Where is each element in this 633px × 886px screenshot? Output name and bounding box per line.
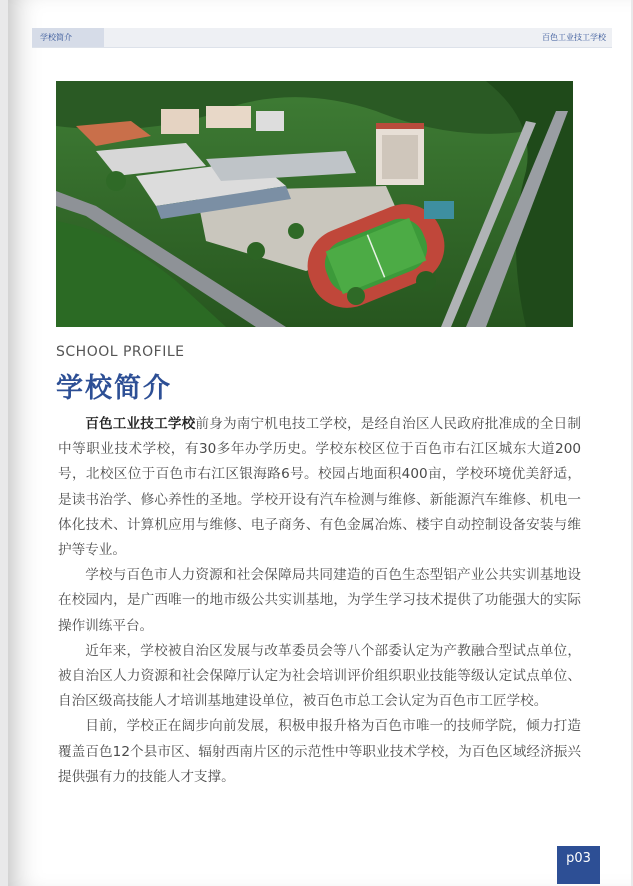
page-number: p03	[557, 846, 600, 884]
profile-body	[58, 412, 581, 790]
paragraph-text: 目前，学校正在阔步向前发展，积极申报升格为百色市唯一的技师学院，倾力打造覆盖百色12个县市区、辐射西南片区的示范性中等职业技术学校，为百色区域经济振兴提供强有力的技能人才支撑。	[58, 718, 581, 785]
paragraph-text: 前身为南宁机电技工学校，是经自治区人民政府批准成的全日制中等职业技术学校，有30多年办学历史。学校东校区位于百色市右江区城东大道200号，北校区位于百色市右江区银海路6号。校园占地面积400亩，学校环境优美舒适，是读书治学、修心养性的圣地。学校开设有汽车检测与维修、新能源汽车维修、机电一体化技术、计算机应用与维修、电子商务、有色金属冶炼、楼宇自动控制设备安装与维护等专业。	[58, 416, 582, 559]
running-header	[32, 28, 612, 48]
paragraph	[58, 714, 581, 790]
header-school-name: 百色工业技工学校	[542, 33, 606, 42]
paragraph-text: 学校与百色市人力资源和社会保障局共同建造的百色生态型铝产业公共实训基地设在校园内，是广西唯一的地市级公共实训基地，为学生学习技术提供了功能强大的实际操作训练平台。	[58, 567, 581, 634]
paragraph	[58, 639, 581, 715]
paragraph	[58, 412, 581, 563]
brochure-page	[8, 0, 631, 886]
paragraph-text: 近年来，学校被自治区发展与改革委员会等八个部委认定为产教融合型试点单位，被自治区人力资源和社会保障厅认定为社会培训评价组织职业技能等级认定试点单位、自治区级高技能人才培训基地建设单位，被百色市总工会认定为百色市工匠学校。	[58, 642, 581, 710]
section-eyebrow: SCHOOL PROFILE	[56, 344, 185, 360]
campus-aerial-photo	[56, 81, 573, 327]
campus-photo-illustration	[56, 81, 573, 327]
page-title: 学校简介	[56, 373, 172, 404]
school-name-bold: 百色工业技工学校	[85, 416, 196, 432]
paragraph	[58, 563, 581, 639]
section-tag: 学校简介	[32, 28, 104, 47]
